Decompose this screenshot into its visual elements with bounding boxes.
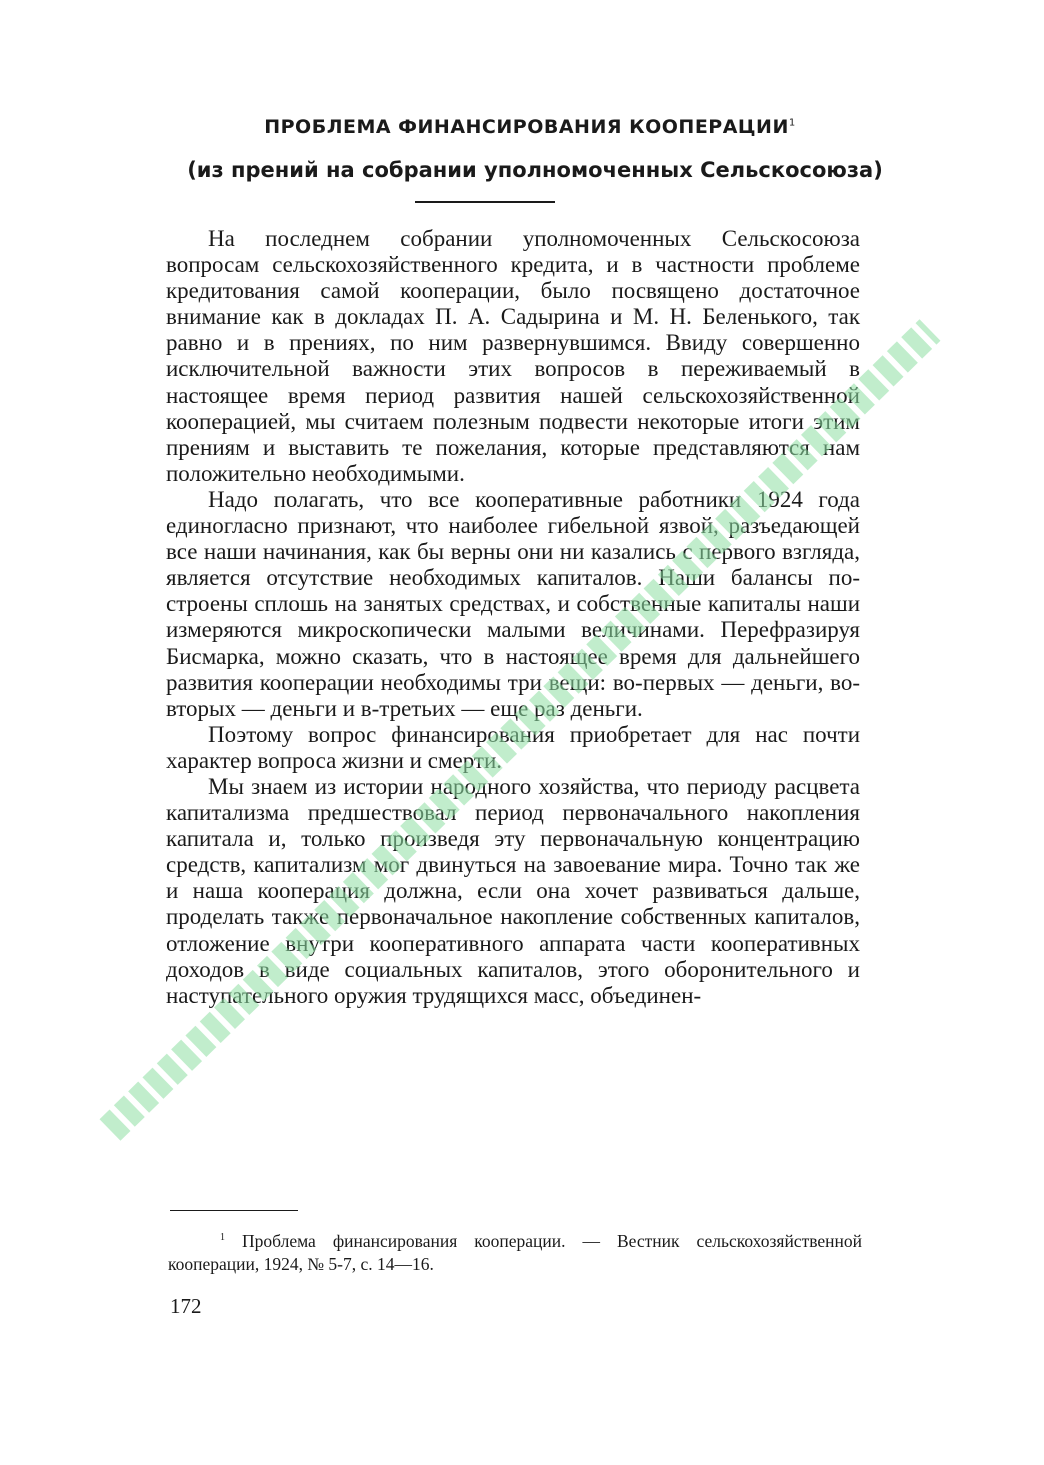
article-title	[150, 116, 910, 138]
page-number: 172	[170, 1294, 202, 1318]
footnote	[168, 1226, 862, 1276]
article-subtitle: (из прений на собрании уполномоченных Сельскосоюза)	[187, 158, 883, 182]
article-body	[166, 226, 860, 1009]
paragraph-2: Надо полагать, что все кооперативные работники 1924 года единогласно признают, что наиболее гибельной язвой, разъедающей все наши начинания, как бы верны они ни казались с первого взгляда, является отсутствие необходимых капиталов. Наши балансы построены сплошь на занятых средствах, и собственные капиталы наши измеряются микроскопически малыми величинами. Перефразируя Бисмарка, можно сказать, что в настоящее время для дальнейшего развития кооперации необходимы три вещи: во-первых — деньги, во-вторых — деньги и в-третьих — еще раз деньги.	[166, 486, 860, 721]
title-divider	[415, 201, 555, 203]
footnote-text: Проблема финансирования кооперации. — Вестник сельскохозяйственной кооперации, 1924, № 5-7, с. 14—16.	[168, 1230, 862, 1274]
footnote-marker: 1	[220, 1232, 225, 1243]
paragraph-3: Поэтому вопрос финансирования приобретает для нас почти характер вопроса жизни и смерти.	[166, 721, 860, 773]
title-footnote-marker[interactable]: 1	[788, 117, 796, 129]
article-title-text: ПРОБЛЕМА ФИНАНСИРОВАНИЯ КООПЕРАЦИИ	[264, 116, 789, 138]
paragraph-1: На последнем собрании уполномоченных Сельскосоюза вопросам сельскохозяйственного кредита, и в частности проблеме кредитования самой кооперации, было посвящено достаточное внимание как в докладах П. А. Садырина и М. Н. Беленького, так равно и в прениях, по ним развернувшимся. Ввиду совершенно исключительной важности этих вопросов в переживаемый в настоящее время период развития нашей сельскохозяйственной кооперацией, мы считаем полезным подвести некоторые итоги этим прениям и выставить те пожелания, которые представляются нам положительно необходимыми.	[166, 226, 860, 486]
footnote-divider	[170, 1210, 298, 1211]
paragraph-4: Мы знаем из истории народного хозяйства, что периоду расцвета капитализма предшествовал период первоначального накопления капитала и, только произведя эту первоначальную концентрацию средств, капитализм мог двинуться на завоевание мира. Точно так же и наша кооперация должна, если она хочет развиваться дальше, проделать также первоначальное накопление собственных капиталов, отложение внутри кооперативного аппарата части кооперативных доходов в виде социальных капиталов, этого оборонительного и наступательного оружия трудящихся масс, объединен-	[166, 773, 860, 1008]
